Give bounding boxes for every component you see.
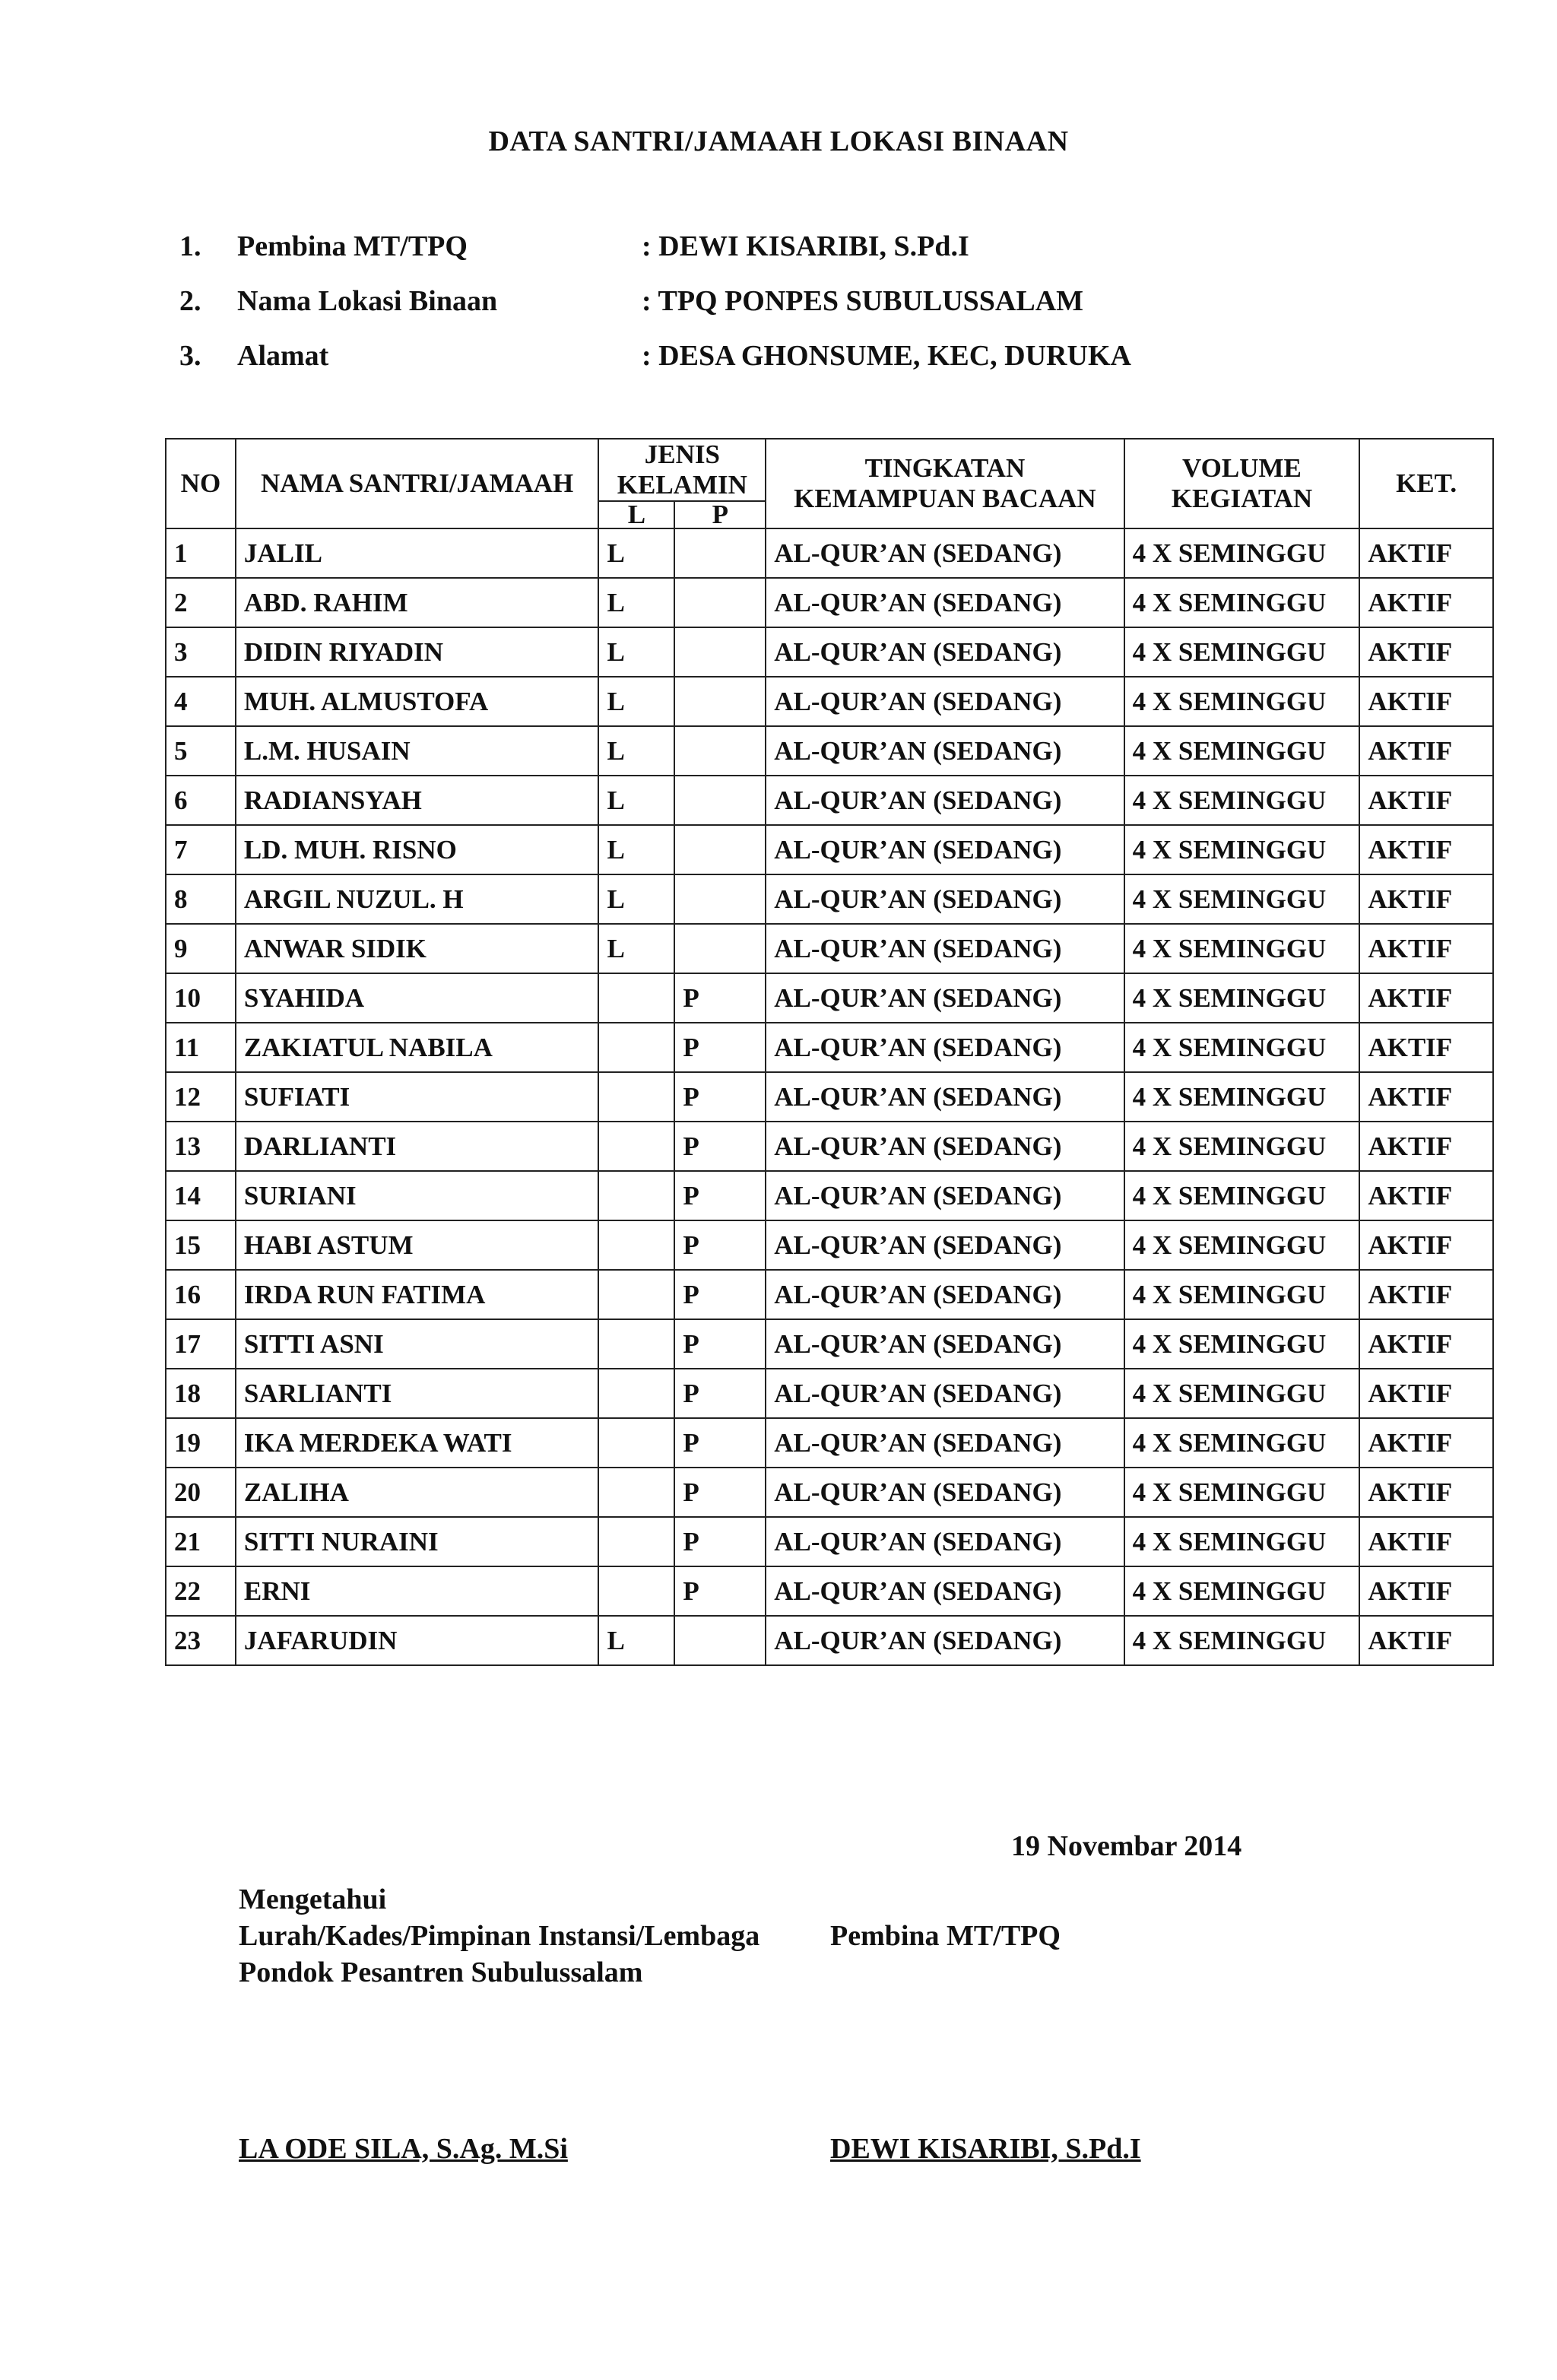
table-row	[166, 1517, 1493, 1566]
cell-tingkatan: AL-QUR’AN (SEDANG)	[766, 1171, 1124, 1220]
cell-no: 3	[166, 627, 236, 677]
right-signer-name: DEWI KISARIBI, S.Pd.I	[830, 2133, 1141, 2165]
cell-p: P	[674, 1171, 766, 1220]
cell-no: 23	[166, 1616, 236, 1665]
info-value: : DESA GHONSUME, KEC, DURUKA	[642, 340, 1131, 372]
cell-p: P	[674, 1517, 766, 1566]
acknowledge-title: Lurah/Kades/Pimpinan Instansi/Lembaga	[239, 1920, 760, 1952]
cell-ket: AKTIF	[1359, 1468, 1493, 1517]
cell-volume: 4 X SEMINGGU	[1124, 677, 1360, 726]
table-row	[166, 1072, 1493, 1122]
cell-p: P	[674, 973, 766, 1023]
cell-l	[598, 1319, 674, 1369]
cell-ket: AKTIF	[1359, 1418, 1493, 1468]
cell-p: P	[674, 1072, 766, 1122]
table-row	[166, 924, 1493, 973]
cell-tingkatan: AL-QUR’AN (SEDANG)	[766, 776, 1124, 825]
cell-ket: AKTIF	[1359, 874, 1493, 924]
cell-p	[674, 578, 766, 627]
cell-no: 6	[166, 776, 236, 825]
cell-volume: 4 X SEMINGGU	[1124, 973, 1360, 1023]
cell-tingkatan: AL-QUR’AN (SEDANG)	[766, 1369, 1124, 1418]
cell-no: 12	[166, 1072, 236, 1122]
cell-ket: AKTIF	[1359, 1122, 1493, 1171]
cell-p: P	[674, 1418, 766, 1468]
cell-l	[598, 1418, 674, 1468]
cell-p	[674, 776, 766, 825]
cell-tingkatan: AL-QUR’AN (SEDANG)	[766, 1023, 1124, 1072]
cell-volume: 4 X SEMINGGU	[1124, 825, 1360, 874]
cell-l	[598, 1517, 674, 1566]
cell-p	[674, 924, 766, 973]
cell-l	[598, 973, 674, 1023]
info-value: : DEWI KISARIBI, S.Pd.I	[642, 230, 969, 262]
cell-no: 21	[166, 1517, 236, 1566]
cell-volume: 4 X SEMINGGU	[1124, 1270, 1360, 1319]
cell-tingkatan: AL-QUR’AN (SEDANG)	[766, 1220, 1124, 1270]
cell-p: P	[674, 1270, 766, 1319]
cell-tingkatan: AL-QUR’AN (SEDANG)	[766, 1468, 1124, 1517]
cell-ket: AKTIF	[1359, 924, 1493, 973]
cell-p	[674, 825, 766, 874]
table-row	[166, 1023, 1493, 1072]
pembina-title: Pembina MT/TPQ	[830, 1920, 1061, 1952]
cell-nama: SYAHIDA	[236, 973, 599, 1023]
table-row	[166, 776, 1493, 825]
cell-ket: AKTIF	[1359, 677, 1493, 726]
table-row	[166, 1418, 1493, 1468]
cell-ket: AKTIF	[1359, 1566, 1493, 1616]
cell-ket: AKTIF	[1359, 973, 1493, 1023]
cell-ket: AKTIF	[1359, 1517, 1493, 1566]
header-tingkatan: TINGKATAN KEMAMPUAN BACAAN	[766, 439, 1124, 528]
cell-ket: AKTIF	[1359, 1072, 1493, 1122]
cell-nama: LD. MUH. RISNO	[236, 825, 599, 874]
cell-p: P	[674, 1220, 766, 1270]
cell-no: 9	[166, 924, 236, 973]
table-row	[166, 1122, 1493, 1171]
cell-volume: 4 X SEMINGGU	[1124, 1220, 1360, 1270]
table-row	[166, 874, 1493, 924]
cell-no: 16	[166, 1270, 236, 1319]
cell-no: 17	[166, 1319, 236, 1369]
cell-l: L	[598, 578, 674, 627]
cell-tingkatan: AL-QUR’AN (SEDANG)	[766, 1566, 1124, 1616]
cell-volume: 4 X SEMINGGU	[1124, 1072, 1360, 1122]
cell-l	[598, 1270, 674, 1319]
cell-l	[598, 1566, 674, 1616]
cell-tingkatan: AL-QUR’AN (SEDANG)	[766, 973, 1124, 1023]
table-row	[166, 578, 1493, 627]
table-row	[166, 1566, 1493, 1616]
acknowledge-institution: Pondok Pesantren Subulussalam	[239, 1956, 643, 1988]
cell-nama: SUFIATI	[236, 1072, 599, 1122]
cell-volume: 4 X SEMINGGU	[1124, 924, 1360, 973]
header-volume: VOLUME KEGIATAN	[1124, 439, 1360, 528]
cell-volume: 4 X SEMINGGU	[1124, 528, 1360, 578]
cell-p: P	[674, 1369, 766, 1418]
cell-l	[598, 1220, 674, 1270]
header-no: NO	[166, 439, 236, 528]
cell-p	[674, 874, 766, 924]
cell-no: 5	[166, 726, 236, 776]
cell-volume: 4 X SEMINGGU	[1124, 1616, 1360, 1665]
cell-tingkatan: AL-QUR’AN (SEDANG)	[766, 1418, 1124, 1468]
cell-nama: IRDA RUN FATIMA	[236, 1270, 599, 1319]
cell-volume: 4 X SEMINGGU	[1124, 1122, 1360, 1171]
table-row	[166, 1319, 1493, 1369]
cell-ket: AKTIF	[1359, 726, 1493, 776]
info-label: Nama Lokasi Binaan	[237, 285, 498, 317]
cell-no: 20	[166, 1468, 236, 1517]
cell-l: L	[598, 726, 674, 776]
cell-nama: DARLIANTI	[236, 1122, 599, 1171]
table-row	[166, 1171, 1493, 1220]
table-row	[166, 1369, 1493, 1418]
cell-l	[598, 1023, 674, 1072]
cell-p	[674, 528, 766, 578]
cell-l: L	[598, 528, 674, 578]
table-row	[166, 825, 1493, 874]
cell-l	[598, 1369, 674, 1418]
cell-no: 8	[166, 874, 236, 924]
cell-p	[674, 677, 766, 726]
cell-volume: 4 X SEMINGGU	[1124, 627, 1360, 677]
cell-l	[598, 1171, 674, 1220]
cell-p	[674, 726, 766, 776]
cell-nama: SURIANI	[236, 1171, 599, 1220]
table-row	[166, 1220, 1493, 1270]
cell-tingkatan: AL-QUR’AN (SEDANG)	[766, 578, 1124, 627]
info-label: Alamat	[237, 340, 329, 372]
cell-nama: ABD. RAHIM	[236, 578, 599, 627]
cell-no: 7	[166, 825, 236, 874]
cell-volume: 4 X SEMINGGU	[1124, 1319, 1360, 1369]
cell-volume: 4 X SEMINGGU	[1124, 726, 1360, 776]
cell-l: L	[598, 1616, 674, 1665]
cell-nama: ERNI	[236, 1566, 599, 1616]
cell-tingkatan: AL-QUR’AN (SEDANG)	[766, 1270, 1124, 1319]
cell-tingkatan: AL-QUR’AN (SEDANG)	[766, 1616, 1124, 1665]
cell-volume: 4 X SEMINGGU	[1124, 874, 1360, 924]
cell-nama: JAFARUDIN	[236, 1616, 599, 1665]
cell-tingkatan: AL-QUR’AN (SEDANG)	[766, 825, 1124, 874]
cell-no: 15	[166, 1220, 236, 1270]
document-date: 19 Novembar 2014	[1011, 1830, 1242, 1862]
table-row	[166, 1270, 1493, 1319]
cell-no: 11	[166, 1023, 236, 1072]
santri-table	[165, 438, 1494, 1666]
cell-no: 18	[166, 1369, 236, 1418]
cell-nama: ZAKIATUL NABILA	[236, 1023, 599, 1072]
cell-l: L	[598, 677, 674, 726]
cell-nama: MUH. ALMUSTOFA	[236, 677, 599, 726]
cell-nama: SITTI NURAINI	[236, 1517, 599, 1566]
info-label: Pembina MT/TPQ	[237, 230, 468, 262]
cell-nama: HABI ASTUM	[236, 1220, 599, 1270]
cell-volume: 4 X SEMINGGU	[1124, 1369, 1360, 1418]
cell-p: P	[674, 1566, 766, 1616]
cell-tingkatan: AL-QUR’AN (SEDANG)	[766, 528, 1124, 578]
info-number: 3.	[179, 340, 201, 372]
cell-tingkatan: AL-QUR’AN (SEDANG)	[766, 627, 1124, 677]
cell-ket: AKTIF	[1359, 1369, 1493, 1418]
cell-no: 14	[166, 1171, 236, 1220]
page-title: DATA SANTRI/JAMAAH LOKASI BINAAN	[488, 125, 1069, 157]
cell-no: 10	[166, 973, 236, 1023]
left-signer-name: LA ODE SILA, S.Ag. M.Si	[239, 2133, 568, 2165]
cell-tingkatan: AL-QUR’AN (SEDANG)	[766, 1319, 1124, 1369]
cell-tingkatan: AL-QUR’AN (SEDANG)	[766, 874, 1124, 924]
header-jenis-kelamin: JENIS KELAMIN	[598, 439, 766, 501]
table-header-row	[166, 439, 1493, 501]
cell-nama: SARLIANTI	[236, 1369, 599, 1418]
cell-nama: RADIANSYAH	[236, 776, 599, 825]
cell-ket: AKTIF	[1359, 1220, 1493, 1270]
cell-nama: DIDIN RIYADIN	[236, 627, 599, 677]
cell-no: 1	[166, 528, 236, 578]
table-row	[166, 973, 1493, 1023]
cell-volume: 4 X SEMINGGU	[1124, 578, 1360, 627]
cell-ket: AKTIF	[1359, 825, 1493, 874]
cell-tingkatan: AL-QUR’AN (SEDANG)	[766, 677, 1124, 726]
cell-ket: AKTIF	[1359, 1616, 1493, 1665]
cell-l	[598, 1072, 674, 1122]
cell-p: P	[674, 1468, 766, 1517]
cell-p	[674, 627, 766, 677]
cell-tingkatan: AL-QUR’AN (SEDANG)	[766, 726, 1124, 776]
cell-l: L	[598, 825, 674, 874]
cell-nama: L.M. HUSAIN	[236, 726, 599, 776]
cell-ket: AKTIF	[1359, 1171, 1493, 1220]
cell-p	[674, 1616, 766, 1665]
cell-volume: 4 X SEMINGGU	[1124, 1023, 1360, 1072]
cell-tingkatan: AL-QUR’AN (SEDANG)	[766, 1122, 1124, 1171]
cell-nama: ANWAR SIDIK	[236, 924, 599, 973]
cell-ket: AKTIF	[1359, 1023, 1493, 1072]
cell-l	[598, 1468, 674, 1517]
table-row	[166, 677, 1493, 726]
cell-volume: 4 X SEMINGGU	[1124, 1468, 1360, 1517]
cell-no: 22	[166, 1566, 236, 1616]
cell-ket: AKTIF	[1359, 1319, 1493, 1369]
cell-p: P	[674, 1319, 766, 1369]
cell-no: 4	[166, 677, 236, 726]
cell-volume: 4 X SEMINGGU	[1124, 1418, 1360, 1468]
cell-l	[598, 1122, 674, 1171]
cell-tingkatan: AL-QUR’AN (SEDANG)	[766, 1517, 1124, 1566]
cell-ket: AKTIF	[1359, 528, 1493, 578]
info-value: : TPQ PONPES SUBULUSSALAM	[642, 285, 1084, 317]
header-ket: KET.	[1359, 439, 1493, 528]
cell-p: P	[674, 1122, 766, 1171]
table-row	[166, 627, 1493, 677]
cell-ket: AKTIF	[1359, 776, 1493, 825]
cell-volume: 4 X SEMINGGU	[1124, 1566, 1360, 1616]
cell-l: L	[598, 776, 674, 825]
cell-ket: AKTIF	[1359, 627, 1493, 677]
cell-l: L	[598, 627, 674, 677]
cell-nama: ARGIL NUZUL. H	[236, 874, 599, 924]
table-row	[166, 1616, 1493, 1665]
header-p: P	[674, 501, 766, 528]
cell-p: P	[674, 1023, 766, 1072]
table-row	[166, 528, 1493, 578]
cell-nama: ZALIHA	[236, 1468, 599, 1517]
cell-ket: AKTIF	[1359, 1270, 1493, 1319]
cell-ket: AKTIF	[1359, 578, 1493, 627]
cell-volume: 4 X SEMINGGU	[1124, 1517, 1360, 1566]
header-nama: NAMA SANTRI/JAMAAH	[236, 439, 599, 528]
cell-l: L	[598, 874, 674, 924]
header-l: L	[598, 501, 674, 528]
cell-volume: 4 X SEMINGGU	[1124, 776, 1360, 825]
cell-tingkatan: AL-QUR’AN (SEDANG)	[766, 924, 1124, 973]
cell-no: 13	[166, 1122, 236, 1171]
info-number: 2.	[179, 285, 201, 317]
acknowledge-label: Mengetahui	[239, 1883, 387, 1915]
cell-nama: IKA MERDEKA WATI	[236, 1418, 599, 1468]
cell-nama: JALIL	[236, 528, 599, 578]
cell-no: 19	[166, 1418, 236, 1468]
cell-no: 2	[166, 578, 236, 627]
cell-volume: 4 X SEMINGGU	[1124, 1171, 1360, 1220]
table-row	[166, 726, 1493, 776]
cell-nama: SITTI ASNI	[236, 1319, 599, 1369]
cell-tingkatan: AL-QUR’AN (SEDANG)	[766, 1072, 1124, 1122]
cell-l: L	[598, 924, 674, 973]
table-row	[166, 1468, 1493, 1517]
info-number: 1.	[179, 230, 201, 262]
